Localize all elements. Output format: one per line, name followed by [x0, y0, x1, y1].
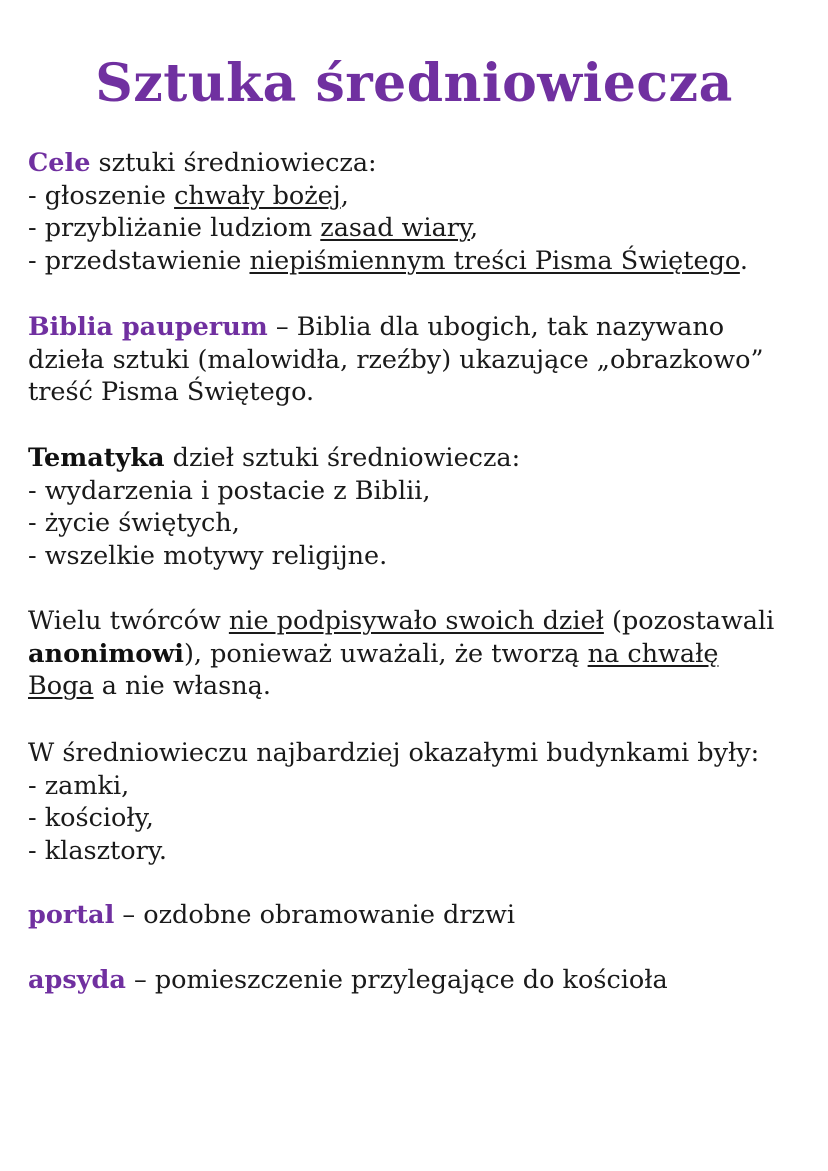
apsyda-keyword: apsyda	[28, 965, 126, 995]
goals-item	[28, 212, 818, 245]
apsyda-definition	[28, 964, 818, 997]
anon-text: ), ponieważ uważali, że tworzą	[183, 638, 588, 669]
page-title: Sztuka średniowiecza	[95, 53, 733, 114]
goals-item-underlined: zasad wiary	[320, 213, 471, 243]
goals-item-underlined: niepiśmiennym treści Pisma Świętego	[249, 245, 740, 276]
portal-line	[28, 899, 818, 932]
anon-text: Wielu twórców	[28, 606, 229, 636]
portal-keyword: portal	[28, 900, 115, 930]
themes-intro-line	[28, 442, 818, 475]
buildings-item: - klasztory.	[28, 835, 167, 866]
buildings-section	[28, 737, 818, 867]
biblia-text: – Biblia dla ubogich, tak nazywano	[267, 312, 725, 342]
buildings-intro: W średniowieczu najbardziej okazałymi budynkami były:	[28, 738, 760, 768]
goals-item-punct: ,	[340, 180, 349, 211]
biblia-line: dzieła sztuki (malowidła, rzeźby) ukazujące „obrazkowo”	[28, 344, 764, 375]
anon-line	[28, 605, 818, 638]
goals-item-punct: .	[739, 245, 748, 276]
goals-intro: sztuki średniowiecza:	[90, 148, 377, 178]
anon-text: a nie własną.	[93, 671, 271, 701]
apsyda-def: – pomieszczenie przylegające do kościoła	[125, 965, 668, 995]
biblia-line: treść Pisma Świętego.	[28, 377, 315, 407]
buildings-item: - kościoły,	[28, 803, 154, 833]
goals-item-text: - głoszenie	[28, 180, 175, 211]
themes-item: - wydarzenia i postacie z Biblii,	[28, 475, 431, 506]
goals-intro-line	[28, 147, 818, 180]
goals-item-underlined: chwały bożej	[174, 180, 341, 211]
themes-section	[28, 442, 818, 572]
themes-item: - wszelkie motywy religijne.	[28, 540, 388, 571]
anon-line	[28, 638, 818, 671]
anon-section	[28, 605, 818, 703]
anon-underlined: nie podpisywało swoich dzieł	[228, 606, 604, 636]
goals-section	[28, 147, 818, 277]
anon-text: (pozostawali	[603, 606, 775, 636]
goals-item-punct: ,	[470, 213, 479, 243]
anon-underlined: na chwałę	[587, 638, 719, 669]
goals-item-text: - przybliżanie ludziom	[28, 213, 321, 243]
anon-line	[28, 670, 818, 703]
goals-keyword: Cele	[28, 148, 91, 178]
goals-item	[28, 180, 818, 213]
portal-def: – ozdobne obramowanie drzwi	[114, 900, 515, 930]
biblia-section	[28, 311, 818, 409]
anon-bold: anonimowi	[28, 638, 184, 669]
portal-definition	[28, 899, 818, 932]
themes-intro: dzieł sztuki średniowiecza:	[164, 443, 521, 473]
biblia-line	[28, 311, 818, 344]
goals-item	[28, 245, 818, 278]
themes-item: - życie świętych,	[28, 508, 240, 538]
themes-keyword: Tematyka	[28, 443, 165, 473]
buildings-item: - zamki,	[28, 770, 130, 801]
goals-item-text: - przedstawienie	[28, 245, 250, 276]
anon-underlined: Boga	[28, 671, 94, 701]
apsyda-line	[28, 964, 818, 997]
biblia-keyword: Biblia pauperum	[28, 312, 268, 342]
